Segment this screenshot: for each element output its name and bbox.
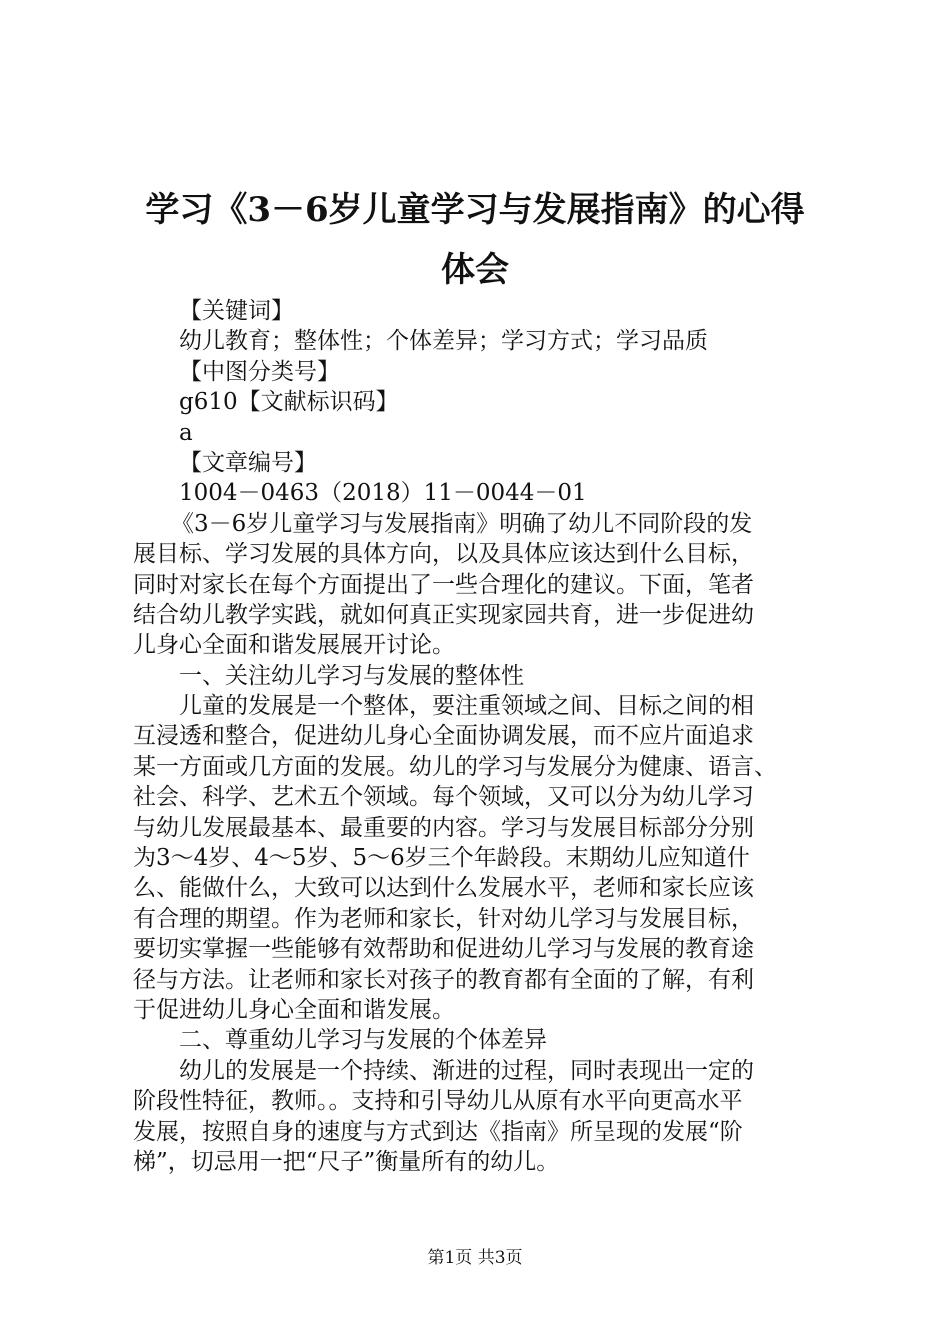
paragraph-line: 儿身心全面和谐发展展开讨论。 (133, 632, 455, 659)
paragraph-line: 某一方面或几方面的发展。幼儿的学习与发展分为健康、语言、 (133, 753, 777, 780)
paragraph-line: 展目标、学习发展的具体方向，以及具体应该达到什么目标， (133, 541, 754, 568)
paragraph-line: 儿童的发展是一个整体，要注重领域之间、目标之间的相 (179, 693, 754, 720)
document-title-line-2: 体会 (441, 250, 509, 290)
paragraph-line: 要切实掌握一些能够有效帮助和促进幼儿学习与发展的教育途 (133, 936, 754, 963)
page-footer: 第1页 共3页 (427, 1248, 523, 1268)
paragraph-line: 社会、科学、艺术五个领域。每个领域，又可以分为幼儿学习 (133, 784, 754, 811)
section-heading: 一、关注幼儿学习与发展的整体性 (179, 662, 524, 689)
paragraph-line: 于促进幼儿身心全面和谐发展。 (133, 996, 455, 1023)
paragraph-line: 幼儿的发展是一个持续、渐进的过程，同时表现出一定的 (179, 1057, 754, 1084)
paragraph-line: 有合理的期望。作为老师和家长，针对幼儿学习与发展目标， (133, 905, 754, 932)
paragraph-line: 与幼儿发展最基本、最重要的内容。学习与发展目标部分分别 (133, 814, 754, 841)
keywords-heading: 【关键词】 (179, 298, 294, 324)
paragraph-line: 么、能做什么，大致可以达到什么发展水平，老师和家长应该 (133, 875, 754, 902)
document-title-line-1: 学习《3－6岁儿童学习与发展指南》的心得 (145, 190, 805, 230)
keywords-text: 幼儿教育；整体性；个体差异；学习方式；学习品质 (179, 328, 708, 355)
paragraph-line: 发展，按照自身的速度与方式到达《指南》所呈现的发展“阶 (133, 1118, 743, 1145)
article-number-heading: 【文章编号】 (179, 449, 317, 476)
paragraph-line: 阶段性特征，教师。。支持和引导幼儿从原有水平向更高水平 (133, 1088, 743, 1115)
paragraph-line: 为3～4岁、4～5岁、5～6岁三个年龄段。末期幼儿应知道什 (133, 845, 750, 872)
section-heading: 二、尊重幼儿学习与发展的个体差异 (179, 1027, 547, 1054)
paragraph-line: 《3－6岁儿童学习与发展指南》明确了幼儿不同阶段的发 (171, 510, 753, 537)
paragraph-line: 结合幼儿教学实践，就如何真正实现家园共育，进一步促进幼 (133, 601, 754, 628)
classification-code: g610【文献标识码】 (179, 389, 399, 416)
paragraph-line: 径与方法。让老师和家长对孩子的教育都有全面的了解，有利 (133, 966, 754, 993)
article-number: 1004－0463（2018）11－0044－01 (179, 480, 587, 507)
paragraph-line: 同时对家长在每个方面提出了一些合理化的建议。下面，笔者 (133, 571, 754, 598)
document-code: a (179, 419, 193, 446)
paragraph-line: 互浸透和整合，促进幼儿身心全面协调发展，而不应片面追求 (133, 723, 754, 750)
document-body (133, 296, 839, 1177)
paragraph-line: 梯”，切忌用一把“尺子”衡量所有的幼儿。 (133, 1148, 560, 1175)
classification-heading: 【中图分类号】 (179, 358, 340, 385)
